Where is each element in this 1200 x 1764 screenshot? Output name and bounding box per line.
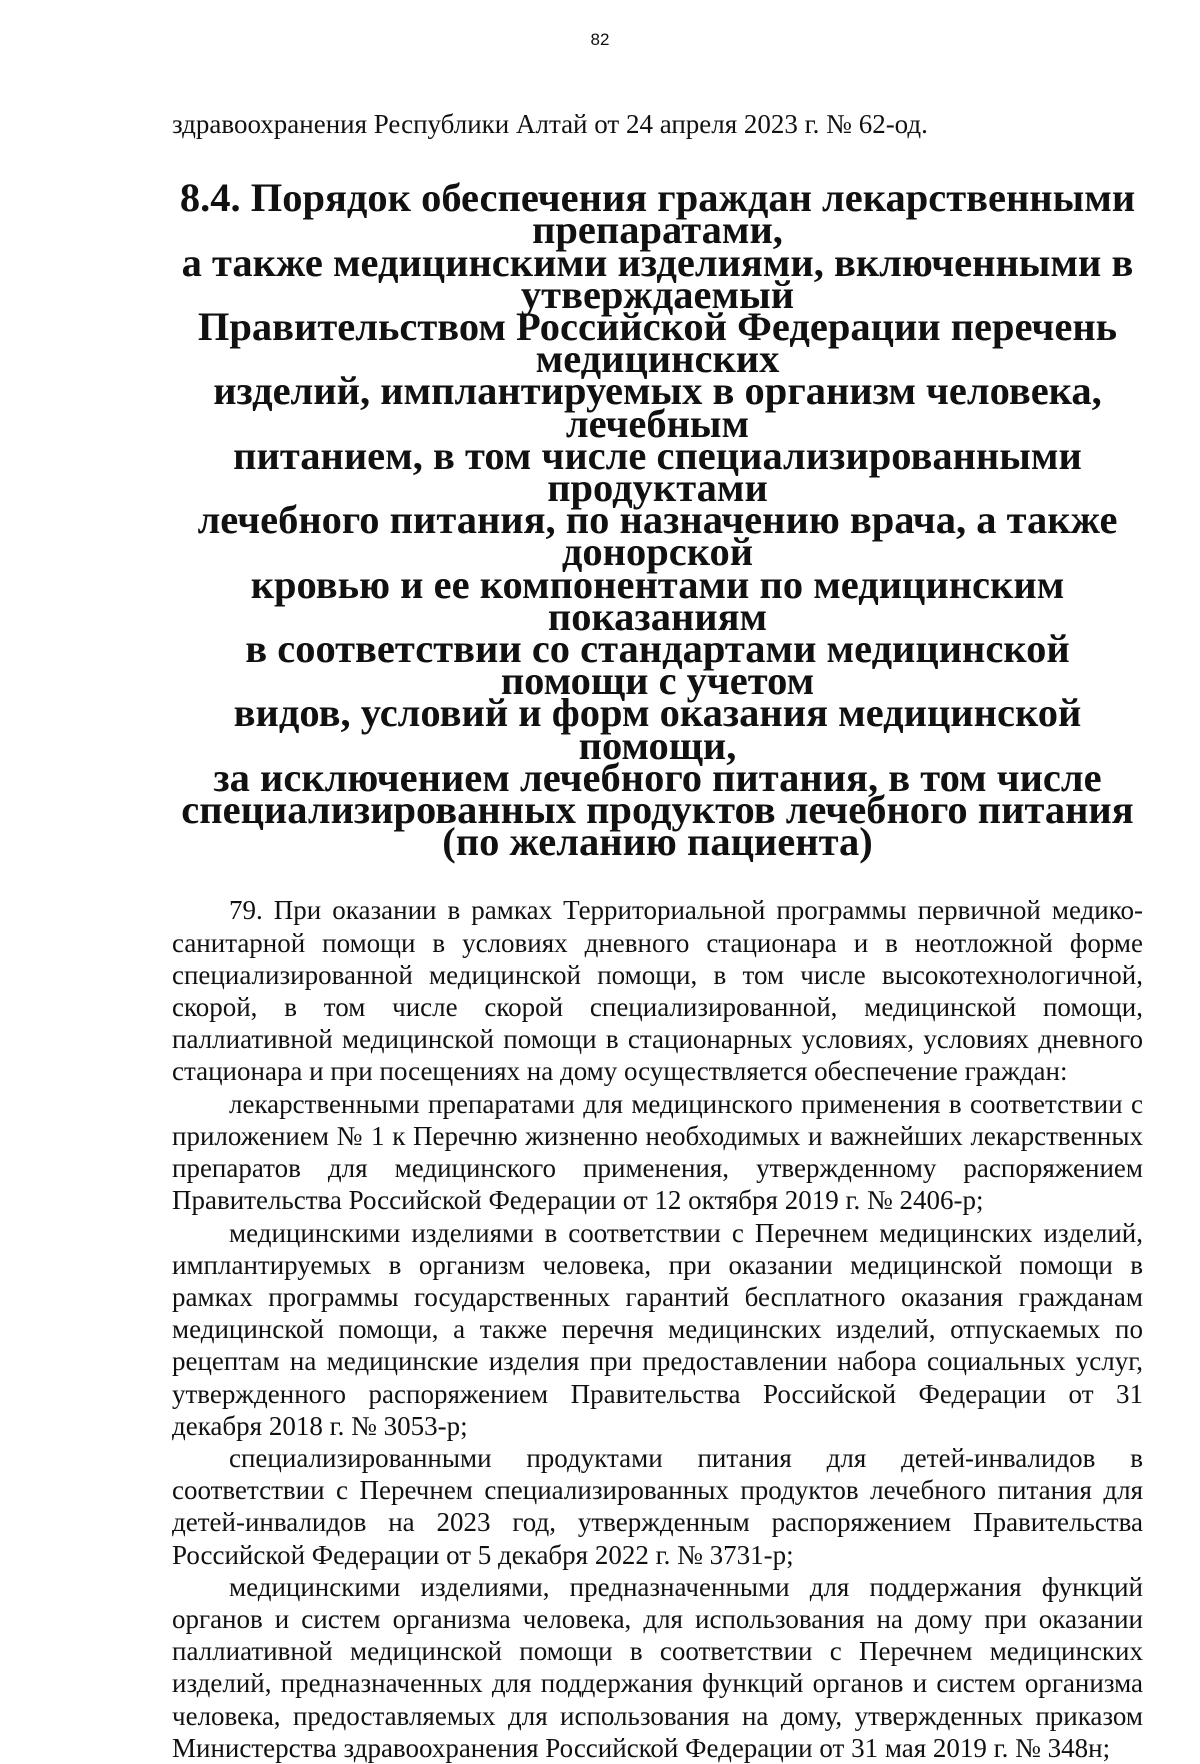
paragraph-implantable-devices: медицинскими изделиями в соответствии с Перечнем медицинских изделий, имплантируемых в организм человека, при оказании медицинской помощи в рамках программы государственных гарантий бесплатного оказания гражданам медицинской помощи, а также перечня медицинских изделий, отпускаемых по рецептам на медицинские изделия при предоставлении набора социальных услуг, утвержденного распоряжением Правительства Российской Федерации от 31 декабря 2018 г. № 3053-р;	[172, 1217, 1143, 1441]
page-number: 82	[590, 30, 610, 49]
paragraph-special-nutrition: специализированными продуктами питания для детей-инвалидов в соответствии с Перечнем специализированных продуктов лечебного питания для детей-инвалидов на 2023 год, утвержденным распоряжением Правительства Российской Федерации от 5 декабря 2022 г. № 3731-р;	[172, 1442, 1143, 1570]
paragraph-palliative-devices: медицинскими изделиями, предназначенными для поддержания функций органов и систем организма человека, для использования на дому при оказании паллиативной медицинской помощи в соответствии с Перечнем медицинских изделий, предназначенных для поддержания функций органов и систем организма человека, предоставляемых для использования на дому, утвержденных приказом Министерства здравоохранения Российской Федерации от 31 мая 2019 г. № 348н;	[172, 1571, 1143, 1763]
heading-line: Правительством Российской Федерации перечень медицинских	[197, 304, 1118, 382]
heading-line: (по желанию пациента)	[442, 819, 873, 865]
section-heading	[172, 175, 1143, 865]
carry-over-line: здравоохранения Республики Алтай от 24 апреля 2023 г. № 62-од.	[172, 109, 928, 139]
heading-line: в соответствии со стандартами медицинской помощи с учетом	[245, 626, 1070, 704]
body-text	[172, 894, 1143, 1763]
heading-line: изделий, имплантируемых в организм человека, лечебным	[213, 368, 1102, 446]
heading-line: а также медицинскими изделиями, включенными в утверждаемый	[181, 239, 1134, 317]
heading-line: специализированных продуктов лечебного питания	[181, 787, 1134, 833]
heading-line: питанием, в том числе специализированными продуктами	[233, 432, 1082, 511]
heading-line: видов, условий и форм оказания медицинской помощи,	[233, 690, 1082, 768]
heading-line: кровью и ее компонентами по медицинским показаниям	[250, 561, 1065, 639]
heading-line: лечебного питания, по назначению врача, а также донорской	[197, 497, 1118, 575]
paragraph-79: 79. При оказании в рамках Территориальной программы первичной медико-санитарной помощи в условиях дневного стационара и в неотложной форме специализированной медицинской помощи, в том числе высокотехнологичной, скорой, в том числе скорой специализированной, медицинской помощи, паллиативной медицинской помощи в стационарных условиях, условиях дневного стационара и при посещениях на дому осуществляется обеспечение граждан:	[172, 895, 1143, 1087]
document-body	[172, 108, 1143, 1764]
heading-line: 8.4. Порядок обеспечения граждан лекарственными препаратами,	[179, 175, 1136, 253]
heading-line: за исключением лечебного питания, в том числе	[213, 754, 1102, 800]
paragraph-medicines: лекарственными препаратами для медицинского применения в соответствии с приложением № 1 к Перечню жизненно необходимых и важнейших лекарственных препаратов для медицинского применения, утвержденному распоряжением Правительства Российской Федерации от 12 октября 2019 г. № 2406-р;	[172, 1088, 1143, 1216]
